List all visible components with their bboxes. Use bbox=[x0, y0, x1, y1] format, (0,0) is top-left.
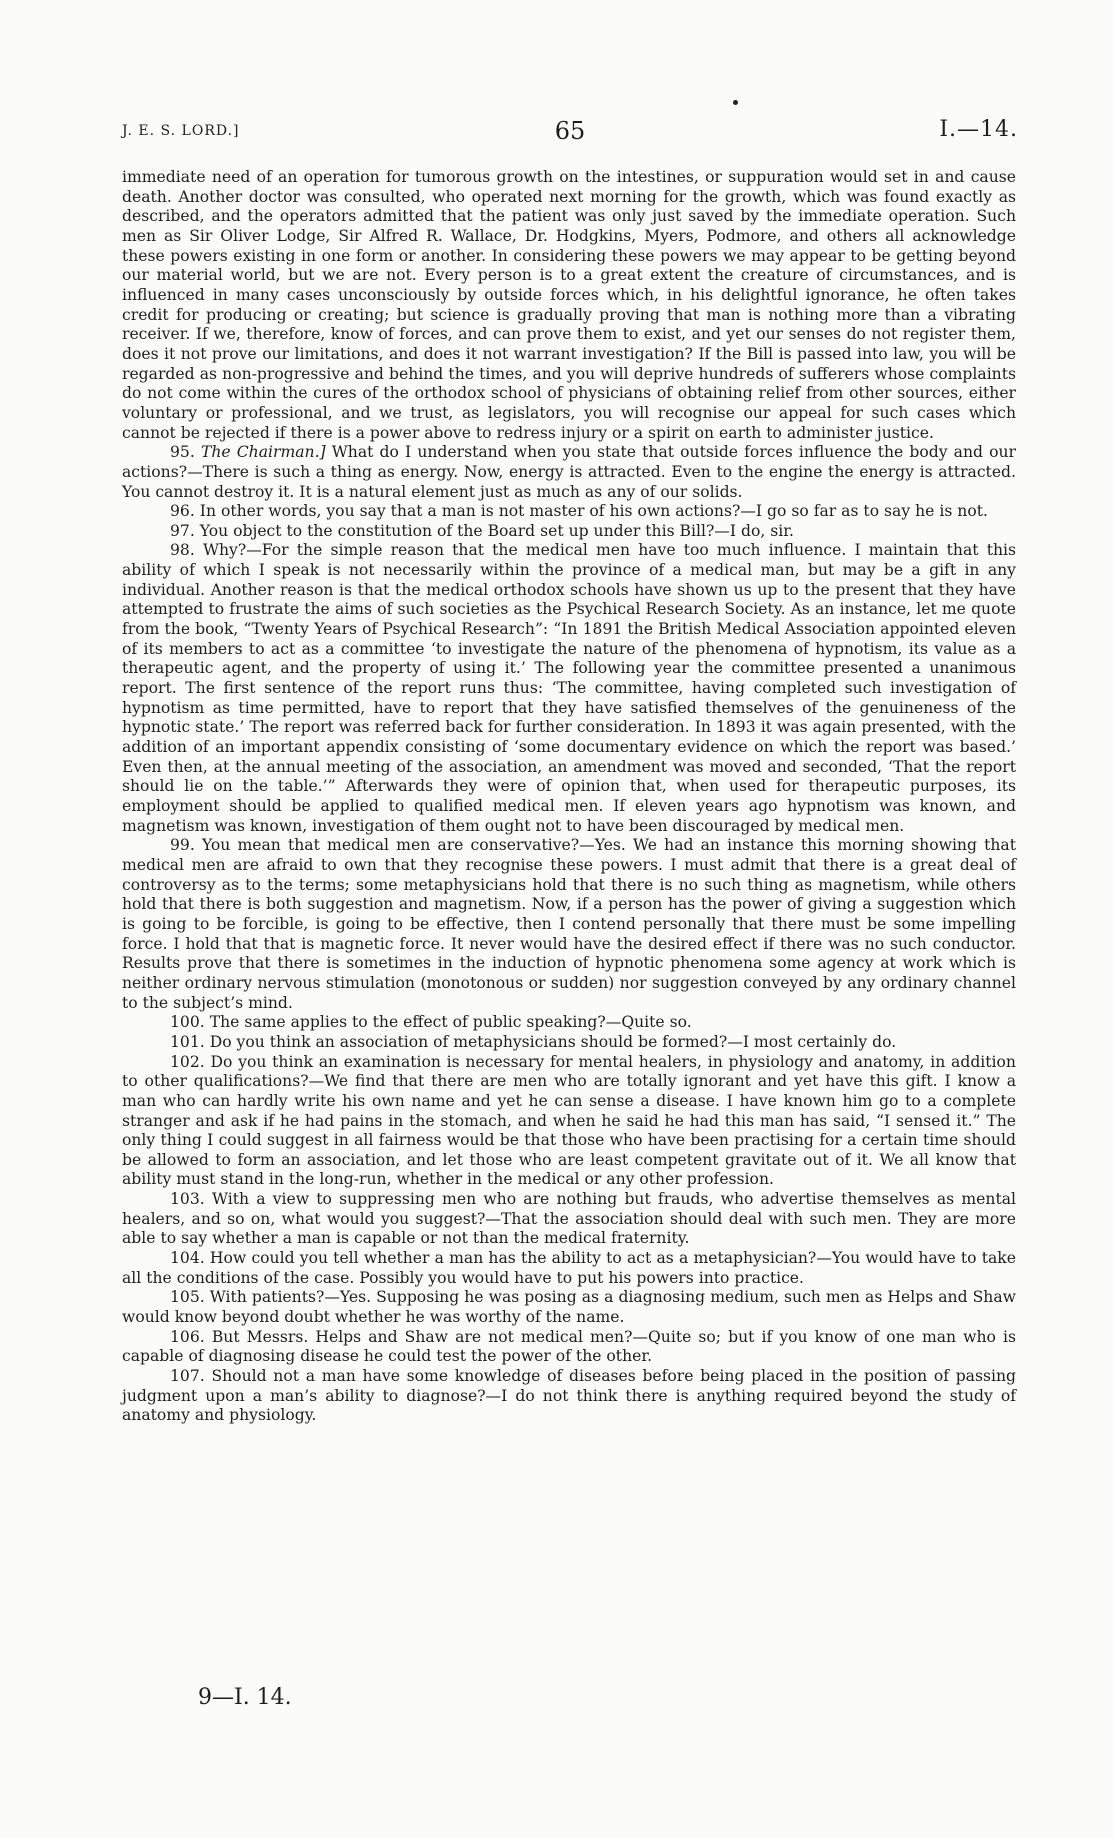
page-header bbox=[122, 117, 1018, 147]
question-107: 107. Should not a man have some knowledge of diseases before being placed in the position of passing judgment upon a man’s ability to diagnose?—I do not think there is anything required beyond the study of anatomy and physiology. bbox=[122, 1367, 1016, 1425]
signature-mark: 9—I. 14. bbox=[198, 1685, 292, 1710]
question-99: 99. You mean that medical men are conservative?—Yes. We had an instance this morning showing that medical men are afraid to own that they recognise these powers. I must admit that there is a great deal of controversy as to the terms; some metaphysicians hold that there is no such thing as magnetism, while others hold that there is both suggestion and magnetism. Now, if a person has the power of giving a suggestion which is going to be forcible, is going to be effective, then I contend personally that there must be some impelling force. I hold that that is magnetic force. It never would have the desired effect if there was no such conductor. Results prove that there is sometimes in the induction of hypnotic phenomena some agency at work which is neither ordinary nervous stimulation (monotonous or sudden) nor suggestion conveyed by any ordinary channel to the subject’s mind. bbox=[122, 836, 1016, 1012]
question-97: 97. You object to the constitution of the Board set up under this Bill?—I do, sir. bbox=[170, 521, 794, 540]
speaker-label: The Chairman.] bbox=[200, 443, 326, 462]
paragraph-continued: immediate need of an operation for tumorous growth on the intestines, or suppuration would set in and cause death. Another doctor was consulted, who operated next morning for the growth, which was found exactly as described, and the operators admitted that the patient was only just saved by the immediate operation. Such men as Sir Oliver Lodge, Sir Alfred R. Wallace, Dr. Hodgkins, Myers, Podmore, and others all acknowledge these powers existing in one form or another. In considering these powers we may appear to be getting beyond our material world, but we are not. Every person is to a great extent the creature of circumstances, and is influenced in many cases unconsciously by outside forces which, in his delightful ignorance, he often takes credit for producing or creating; but science is gradually proving that man is nothing more than a vibrating receiver. If we, therefore, know of forces, and can prove them to exist, and yet our senses do not register them, does it not prove our limitations, and does it not warrant investigation? If the Bill is passed into law, you will be regarded as non-progressive and behind the times, and you will deprive hundreds of sufferers whose complaints do not come within the cures of the orthodox school of physicians of obtaining relief from other sources, either voluntary or professional, and we trust, as legislators, you will recognise our appeal for such cases which cannot be rejected if there is a power above to redress injury or a spirit on earth to administer justice. bbox=[122, 168, 1016, 442]
question-103: 103. With a view to suppressing men who are nothing but frauds, who advertise themselves as mental healers, and so on, what would you suggest?—That the association should deal with such men. They are more able to say whether a man is capable or not than the medical fraternity. bbox=[122, 1190, 1016, 1248]
question-96: 96. In other words, you say that a man is not master of his own actions?—I go so far as to say he is not. bbox=[170, 502, 988, 521]
paper-reference: I.—14. bbox=[939, 117, 1018, 142]
question-100: 100. The same applies to the effect of public speaking?—Quite so. bbox=[170, 1013, 692, 1032]
question-105: 105. With patients?—Yes. Supposing he was posing as a diagnosing medium, such men as Helps and Shaw would know beyond doubt whether he was worthy of the name. bbox=[122, 1288, 1016, 1327]
question-95: 95. The Chairman.] What do I understand when you state that outside forces influence the body and our actions?—There is such a thing as energy. Now, energy is attracted. Even to the engine the energy is attracted. You cannot destroy it. It is a natural element just as much as any of our solids. bbox=[122, 443, 1016, 501]
question-98: 98. Why?—For the simple reason that the medical men have too much influence. I maintain that this ability of which I speak is not necessarily within the province of a medical man, but may be a gift in any individual. Another reason is that the medical orthodox schools have shown us up to the present that they have attempted to frustrate the aims of such societies as the Psychical Research Society. As an instance, let me quote from the book, “Twenty Years of Psychical Research”: “In 1891 the British Medical Association appointed eleven of its members to act as a committee ‘to investigate the nature of the phenomena of hypnotism, its value as a therapeutic agent, and the property of using it.’ The following year the committee presented a unanimous report. The first sentence of the report runs thus: ‘The committee, having completed such investigation of hypnotism as time permitted, have to report that they have satisfied themselves of the genuineness of the hypnotic state.’ The report was referred back for further consideration. In 1893 it was again presented, with the addition of an important appendix consisting of ‘some documentary evidence on which the report was based.’ Even then, at the annual meeting of the association, an amendment was moved and seconded, ‘That the report should lie on the table.’” Afterwards they were of opinion that, when used for therapeutic purposes, its employment should be applied to qualified medical men. If eleven years ago hypnotism was known, and magnetism was known, investigation of them ought not to have been discouraged by medical men. bbox=[122, 541, 1016, 835]
evidence-text bbox=[122, 168, 1016, 1426]
question-102: 102. Do you think an examination is necessary for mental healers, in physiology and anatomy, in addition to other qualifications?—We find that there are men who are totally ignorant and yet have this gift. I know a man who can hardly write his own name and yet he can sense a disease. I have known him go to a complete stranger and ask if he had pains in the stomach, and when he said he had this man has said, “I sensed it.” The only thing I could suggest in all fairness would be that those who have been practising for a certain time should be allowed to form an association, and let those who are least competent gravitate out of it. We all know that ability must stand in the long-run, whether in the medical or any other profession. bbox=[122, 1052, 1016, 1189]
page-number: 65 bbox=[554, 117, 586, 145]
question-101: 101. Do you think an association of metaphysicians should be formed?—I most certainly do. bbox=[170, 1032, 897, 1051]
ink-speck bbox=[733, 100, 738, 105]
question-106: 106. But Messrs. Helps and Shaw are not medical men?—Quite so; but if you know of one man who is capable of diagnosing disease he could test the power of the other. bbox=[122, 1327, 1016, 1366]
witness-name: J. E. S. LORD.] bbox=[122, 123, 240, 139]
question-104: 104. How could you tell whether a man has the ability to act as a metaphysician?—You would have to take all the conditions of the case. Possibly you would have to put his powers into practice. bbox=[122, 1249, 1016, 1287]
